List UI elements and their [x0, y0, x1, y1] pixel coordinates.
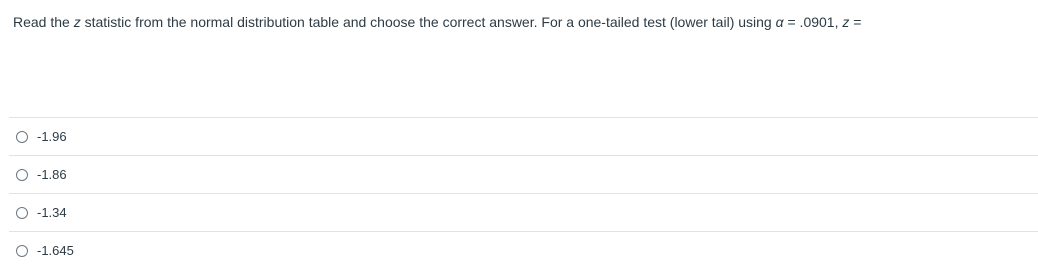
question-var-z: z [73, 14, 81, 30]
alpha-value: = .0901, [783, 14, 843, 30]
answer-label: -1.86 [37, 167, 67, 182]
question-text [13, 13, 861, 31]
question-intro: Read the [13, 14, 74, 30]
question-middle: statistic from the normal distribution table and choose the correct answer. For a one-tailed test (lower tail) using [80, 14, 776, 30]
radio-button-icon[interactable] [16, 207, 28, 219]
answer-option-4[interactable] [9, 231, 1038, 269]
question-var-z-end: z [842, 14, 850, 30]
answer-option-2[interactable] [9, 155, 1038, 193]
answer-option-1[interactable] [9, 117, 1038, 155]
question-tail: = [849, 14, 862, 30]
answer-label: -1.96 [37, 129, 67, 144]
radio-button-icon[interactable] [16, 169, 28, 181]
radio-button-icon[interactable] [16, 131, 28, 143]
answer-list [9, 117, 1038, 269]
radio-button-icon[interactable] [16, 245, 28, 257]
alpha-symbol: α [775, 14, 784, 30]
answer-label: -1.34 [37, 205, 67, 220]
answer-label: -1.645 [37, 243, 74, 258]
answer-option-3[interactable] [9, 193, 1038, 231]
